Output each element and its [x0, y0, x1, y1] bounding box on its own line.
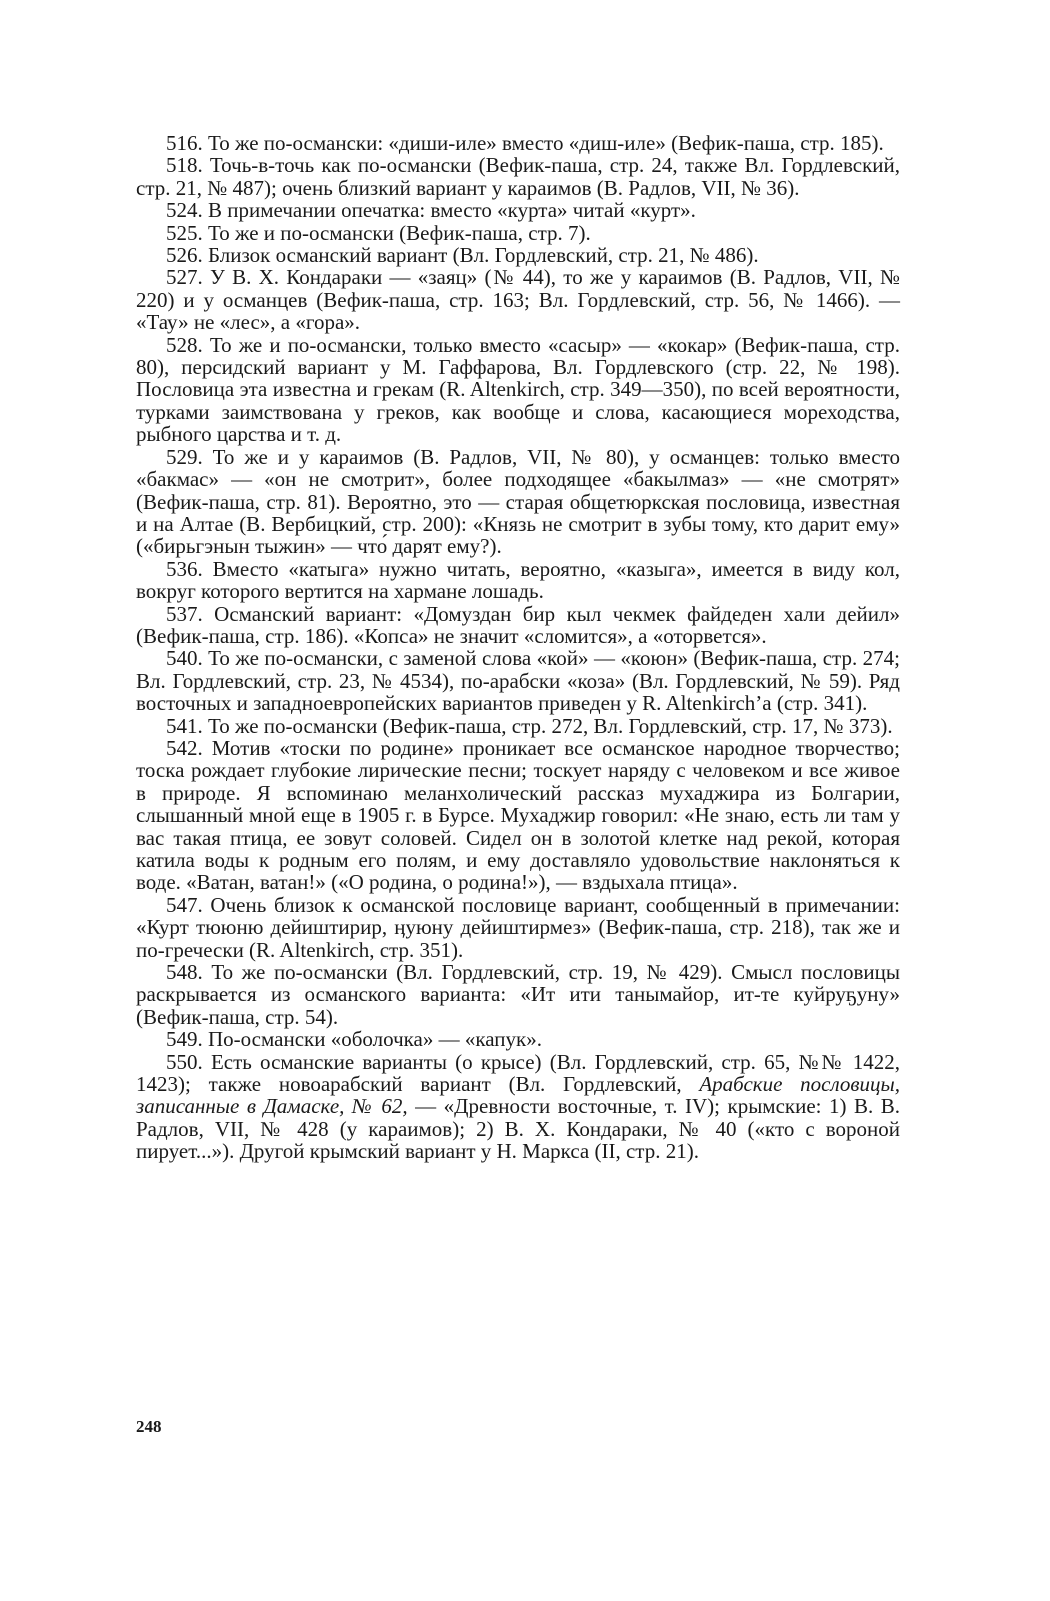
- note-547: 547. Очень близок к османской пословице вариант, сообщенный в примечании: «Курт тююню дейиштирир, ӊуюну дейиштирмез» (Вефик-паша, стр. 218), так же и по-гречески (R. Altenkirch, стр. 351).: [136, 892, 900, 962]
- note-550-italic-title: Арабские пословицы, записанные в Дамаске, № 62,: [136, 1072, 900, 1119]
- page-number: 248: [136, 1417, 162, 1436]
- note-516: 516. То же по-османски: «диши-иле» вместо «диш-иле» (Вефик-паша, стр. 185).: [166, 131, 884, 155]
- note-536: 536. Вместо «катыга» нужно читать, вероятно, «казыга», имеется в виду кол, вокруг которого вертится на хармане лошадь.: [136, 556, 900, 604]
- note-525: 525. То же и по-османски (Вефик-паша, стр. 7).: [166, 220, 591, 245]
- note-542: 542. Мотив «тоски по родине» проникает все османское народное творчество; тоска рождает глубокие лирические песни; тоскует наряду с человеком и все живое в природе. Я вспоминаю меланхолический рассказ мухаджира из Болгарии, слышанный мной еще в 1905 г. в Бурсе. Мухаджир говорил: «Не знаю, есть ли там у вас такая птица, ее зовут соловей. Сидел он в золотой клетке над рекой, которая катила воды к родным его полям, и ему доставляло удовольствие наклоняться к воде. «Ватан, ватан!» («О родина, о родина!»), — вздыхала птица».: [136, 735, 900, 895]
- commentary-notes: [136, 132, 900, 1163]
- note-550: [136, 1051, 900, 1163]
- note-550-text-start: 550. Есть османские варианты (о крысе) (Вл. Гордлевский, стр. 65, №№ 1422, 1423); также новоарабский вариант (Вл. Гордлевский,: [136, 1049, 900, 1097]
- note-524: 524. В примечании опечатка: вместо «курта» читай «курт».: [166, 198, 696, 223]
- note-550-text-end: — «Древности восточные, т. IV); крымские: 1) В. В. Радлов, VII, № 428 (у караимов); 2) В. Х. Кондараки, № 40 («кто с вороной пирует...»). Другой крымский вариант у Н. Маркса (II, стр. 21).: [136, 1094, 900, 1164]
- note-549: 549. По-османски «оболочка» — «капук».: [166, 1027, 542, 1052]
- note-540: 540. То же по-османски, с заменой слова «кой» — «коюн» (Вефик-паша, стр. 274; Вл. Гордлевский, стр. 23, № 4534), по-арабски «коза» (Вл. Гордлевский, № 59). Ряд восточных и западноевропейских вариантов приведен у R. Altenkirch’а (стр. 341).: [136, 646, 900, 716]
- note-527: 527. У В. Х. Кондараки — «заяц» (№ 44), то же у караимов (В. Радлов, VII, № 220) и у османцев (Вефик-паша, стр. 163; Вл. Гордлевский, стр. 56, № 1466). — «Тау» не «лес», а «гора».: [136, 265, 900, 335]
- note-548: 548. То же по-османски (Вл. Гордлевский, стр. 19, № 429). Смысл пословицы раскрывается из османского варианта: «Ит ити танымайор, ит-те куйруҕуну» (Вефик-паша, стр. 54).: [136, 960, 900, 1029]
- note-528: 528. То же и по-османски, только вместо «сасыр» — «кокар» (Вефик-паша, стр. 80), персидский вариант у М. Гаффарова, Вл. Гордлевского (стр. 22, № 198). Пословица эта известна и грекам (R. Altenkirch, стр. 349—350), по всей вероятности, турками заимствована у греков, как вообще и слова, касающиеся мореходства, рыбного царства и т. д.: [136, 332, 900, 447]
- note-518: 518. Точь-в-точь как по-османски (Вефик-паша, стр. 24, также Вл. Гордлевский, стр. 21, № 487); очень близкий вариант у караимов (В. Радлов, VII, № 36).: [136, 153, 900, 200]
- note-537: 537. Османский вариант: «Домуздан бир кыл чекмек файдеден хали дейил» (Вефик-паша, стр. 186). «Копса» не значит «сломится», а «оторвется».: [136, 601, 900, 648]
- note-541: 541. То же по-османски (Вефик-паша, стр. 272, Вл. Гордлевский, стр. 17, № 373).: [166, 713, 893, 738]
- note-526: 526. Близок османский вариант (Вл. Гордлевский, стр. 21, № 486).: [166, 243, 759, 268]
- note-529: 529. То же и у караимов (В. Радлов, VII, № 80), у османцев: только вместо «бакмас» — «он не смотрит», более подходящее «бакылмаз» — «не смотрят» (Вефик-паша, стр. 81). Вероятно, это — старая общетюркская пословица, известная и на Алтае (В. Вербицкий, стр. 200): «Князь не смотрит в зубы тому, кто дарит ему» («бирьгэнын тыжин» — что́ дарят ему?).: [136, 444, 900, 559]
